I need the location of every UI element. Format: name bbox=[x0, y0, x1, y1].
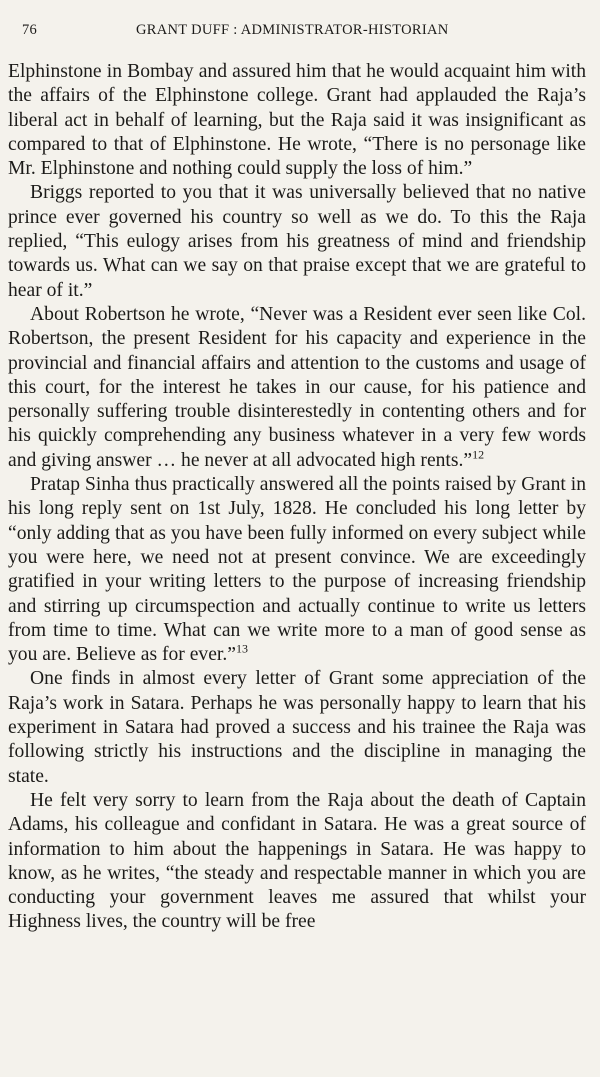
paragraph bbox=[8, 303, 586, 473]
body-text bbox=[8, 60, 586, 935]
footnote-marker: 12 bbox=[472, 447, 485, 462]
paragraph-text: He felt very sorry to learn from the Raja about the death of Captain Adams, his colleague and confidant in Satara. He was a great source of information to him about the happenings in Satara. He was happy to know, as he writes, “the steady and respectable manner in which you are conducting your government leaves me assured that whilst your Highness lives, the country will be free bbox=[8, 789, 586, 933]
paragraph-text: About Robertson he wrote, “Never was a Resident ever seen like Col. Robertson, the present Resident for his capacity and experience in the provincial and financial affairs and attention to the customs and usage of this court, for the interest he takes in our cause, for his patience and personally suffering trouble disinterestedly in contenting others and for his quickly comprehending any business whatever in a very few words and giving answer … he never at all advocated high rents.” bbox=[8, 303, 586, 471]
paragraph bbox=[8, 473, 586, 667]
running-head bbox=[8, 22, 586, 50]
paragraph bbox=[8, 181, 586, 302]
paragraph bbox=[8, 667, 586, 788]
paragraph-text: Elphinstone in Bombay and assured him that he would acquaint him with the affairs of the Elphinstone college. Grant had applauded the Raja’s liberal act in behalf of learning, but the Raja said it was insignificant as compared to that of Elphinstone. He wrote, “There is no personage like Mr. Elphinstone and nothing could supply the loss of him.” bbox=[8, 61, 586, 180]
paragraph-text: Briggs reported to you that it was universally believed that no native prince ever governed his country so well as we do. To this the Raja replied, “This eulogy arises from his greatness of mind and friendship towards us. What can we say on that praise except that we are grateful to hear of it.” bbox=[8, 182, 586, 301]
footnote-marker: 13 bbox=[235, 641, 248, 656]
paragraph-text: One finds in almost every letter of Grant some appreciation of the Raja’s work in Satara. Perhaps he was personally happy to learn that his experiment in Satara had proved a success and his trainee the Raja was following strictly his instructions and the discipline in managing the state. bbox=[8, 668, 586, 787]
page-number: 76 bbox=[22, 22, 37, 38]
paragraph bbox=[8, 60, 586, 181]
paragraph-text: Pratap Sinha thus practically answered all the points raised by Grant in his long reply sent on 1st July, 1828. He concluded his long letter by “only adding that as you have been fully informed on every subject while you were here, we need not at present convince. We are exceedingly gratified in your writing letters to the purpose of increasing friendship and stirring up circumspection and actually continue to write us letters from time to time. What can we write more to a man of good sense as you are. Believe as for ever.” bbox=[8, 474, 586, 666]
paragraph bbox=[8, 789, 586, 935]
running-title: GRANT DUFF : ADMINISTRATOR-HISTORIAN bbox=[136, 22, 449, 38]
